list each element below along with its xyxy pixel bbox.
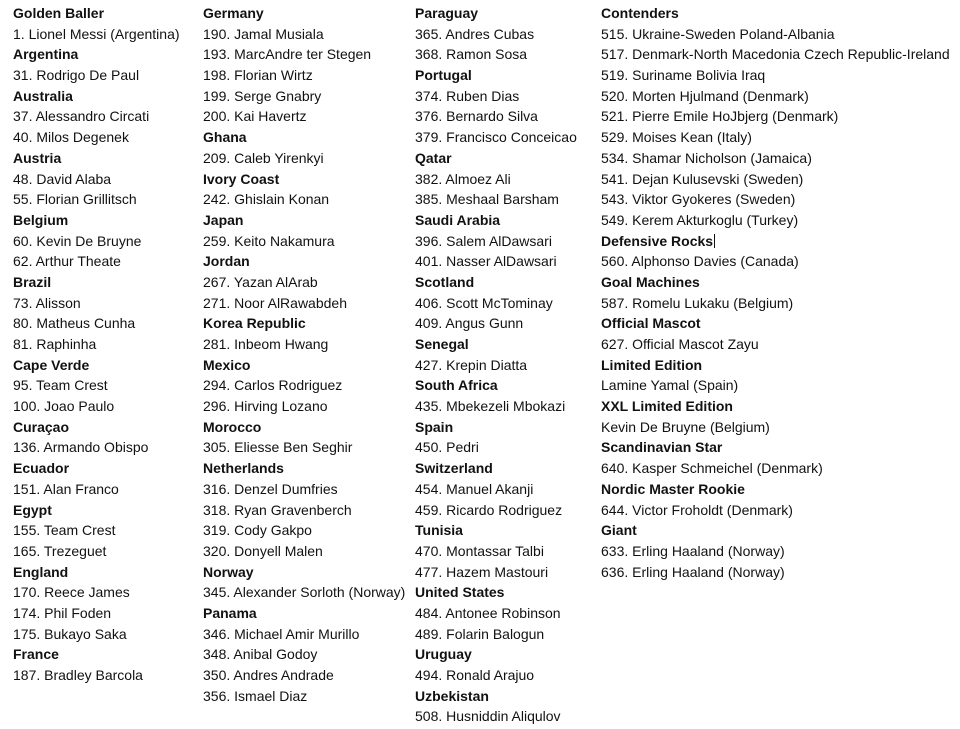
section-heading — [13, 86, 180, 107]
list-item — [415, 479, 577, 500]
item-text: 560. Alphonso Davies (Canada) — [601, 253, 799, 270]
list-item — [13, 396, 180, 417]
item-text: 406. Scott McTominay — [415, 294, 553, 311]
heading-text: Netherlands — [203, 460, 284, 477]
item-text: 520. Morten Hjulmand (Denmark) — [601, 87, 809, 104]
item-text: 374. Ruben Dias — [415, 87, 520, 104]
list-item — [601, 251, 950, 272]
list-item — [203, 644, 405, 665]
list-item — [601, 500, 950, 521]
item-text: 242. Ghislain Konan — [203, 191, 330, 208]
item-text: 427. Krepin Diatta — [415, 356, 528, 373]
list-item — [601, 148, 950, 169]
section-heading — [13, 355, 180, 376]
list-item — [203, 624, 405, 645]
section-heading — [415, 375, 577, 396]
heading-text: Austria — [13, 149, 62, 166]
list-item — [415, 624, 577, 645]
item-text: 356. Ismael Diaz — [203, 687, 308, 704]
section-heading — [415, 417, 577, 438]
section-heading — [601, 313, 950, 334]
heading-text: Norway — [203, 563, 254, 580]
heading-text: Germany — [203, 5, 264, 21]
list-item — [415, 603, 577, 624]
item-text: 521. Pierre Emile HoJbjerg (Denmark) — [601, 108, 839, 125]
item-text: 267. Yazan AlArab — [203, 273, 318, 290]
item-text: 316. Denzel Dumfries — [203, 480, 338, 497]
item-text: 136. Armando Obispo — [13, 439, 149, 456]
item-text: 396. Salem AlDawsari — [415, 232, 552, 249]
section-heading — [203, 355, 405, 376]
section-heading — [203, 127, 405, 148]
list-item — [13, 520, 180, 541]
item-text: 477. Hazem Mastouri — [415, 563, 549, 580]
heading-text: Ecuador — [13, 460, 70, 477]
heading-text: Tunisia — [415, 522, 463, 539]
item-text: 489. Folarin Balogun — [415, 625, 545, 642]
item-text: 271. Noor AlRawabdeh — [203, 294, 347, 311]
list-item — [13, 313, 180, 334]
heading-text: Curaçao — [13, 418, 70, 435]
item-text: 170. Reece James — [13, 584, 130, 601]
section-heading — [415, 210, 577, 231]
item-text: 165. Trezeguet — [13, 542, 107, 559]
item-text: 48. David Alaba — [13, 170, 112, 187]
item-text: 529. Moises Kean (Italy) — [601, 129, 752, 146]
heading-text: Qatar — [415, 149, 452, 166]
text-cursor — [714, 234, 715, 248]
item-text: 198. Florian Wirtz — [203, 67, 313, 84]
list-item — [601, 375, 950, 396]
list-item — [203, 293, 405, 314]
section-heading — [415, 520, 577, 541]
item-text: 100. Joao Paulo — [13, 398, 115, 415]
list-item — [415, 189, 577, 210]
list-item — [203, 106, 405, 127]
section-heading — [601, 272, 950, 293]
list-item — [13, 106, 180, 127]
item-text: 318. Ryan Gravenberch — [203, 501, 352, 518]
section-heading — [203, 169, 405, 190]
section-heading — [415, 272, 577, 293]
list-item — [601, 541, 950, 562]
list-item — [601, 417, 950, 438]
item-text: 636. Erling Haaland (Norway) — [601, 563, 785, 580]
list-item — [203, 44, 405, 65]
heading-text: Goal Machines — [601, 273, 700, 290]
list-item — [415, 24, 577, 45]
list-item — [415, 293, 577, 314]
list-item — [203, 231, 405, 252]
heading-text: Uzbekistan — [415, 687, 489, 704]
heading-text: Ivory Coast — [203, 170, 280, 187]
item-text: 633. Erling Haaland (Norway) — [601, 542, 785, 559]
item-text: 1. Lionel Messi (Argentina) — [13, 25, 180, 42]
list-item — [203, 334, 405, 355]
list-item — [415, 355, 577, 376]
heading-text: Golden Baller — [13, 5, 105, 21]
list-item — [601, 562, 950, 583]
heading-text: Senegal — [415, 336, 469, 352]
heading-text: XXL Limited Edition — [601, 398, 733, 415]
item-text: 175. Bukayo Saka — [13, 625, 127, 642]
item-text: 193. MarcAndre ter Stegen — [203, 46, 372, 63]
list-item — [13, 624, 180, 645]
item-text: 81. Raphinha — [13, 336, 97, 352]
section-heading — [13, 644, 180, 665]
list-item — [13, 65, 180, 86]
section-heading — [203, 603, 405, 624]
list-item — [415, 44, 577, 65]
item-text: 534. Shamar Nicholson (Jamaica) — [601, 149, 812, 166]
heading-text: France — [13, 646, 59, 663]
item-text: Lamine Yamal (Spain) — [601, 377, 739, 394]
section-heading — [601, 355, 950, 376]
list-item — [203, 665, 405, 686]
list-item — [13, 375, 180, 396]
list-item — [13, 231, 180, 252]
section-heading — [601, 396, 950, 417]
heading-text: Argentina — [13, 46, 79, 63]
list-item — [13, 437, 180, 458]
list-item — [13, 603, 180, 624]
section-heading — [13, 417, 180, 438]
list-item — [203, 437, 405, 458]
item-text: 200. Kai Havertz — [203, 108, 307, 125]
heading-text: Morocco — [203, 418, 262, 435]
list-item — [415, 706, 577, 727]
heading-text: Uruguay — [415, 646, 472, 663]
heading-text: Cape Verde — [13, 356, 90, 373]
list-item — [415, 396, 577, 417]
list-item — [415, 251, 577, 272]
section-heading — [415, 148, 577, 169]
list-item — [203, 24, 405, 45]
item-text: 73. Alisson — [13, 294, 81, 311]
item-text: Kevin De Bruyne (Belgium) — [601, 418, 770, 435]
list-item — [415, 127, 577, 148]
item-text: 80. Matheus Cunha — [13, 315, 136, 332]
item-text: 470. Montassar Talbi — [415, 542, 544, 559]
list-item — [601, 106, 950, 127]
list-item — [203, 396, 405, 417]
item-text: 174. Phil Foden — [13, 604, 112, 621]
item-text: 640. Kasper Schmeichel (Denmark) — [601, 460, 823, 477]
item-text: 454. Manuel Akanji — [415, 480, 534, 497]
item-text: 385. Meshaal Barsham — [415, 191, 559, 208]
item-text: 515. Ukraine-Sweden Poland-Albania — [601, 25, 835, 42]
item-text: 484. Antonee Robinson — [415, 604, 561, 621]
column-3 — [415, 3, 577, 727]
list-item — [203, 541, 405, 562]
column-4 — [601, 3, 950, 582]
section-heading — [415, 686, 577, 707]
column-2 — [203, 3, 405, 706]
list-item — [203, 189, 405, 210]
section-heading — [203, 210, 405, 231]
list-item — [203, 86, 405, 107]
list-item — [13, 582, 180, 603]
list-item — [601, 169, 950, 190]
heading-text: England — [13, 563, 69, 580]
list-item — [13, 541, 180, 562]
item-text: 627. Official Mascot Zayu — [601, 336, 759, 352]
list-item — [203, 272, 405, 293]
section-heading — [203, 417, 405, 438]
list-item — [203, 500, 405, 521]
section-heading — [13, 562, 180, 583]
section-heading — [601, 3, 950, 24]
item-text: 644. Victor Froholdt (Denmark) — [601, 501, 793, 518]
item-text: 459. Ricardo Rodriguez — [415, 501, 563, 518]
list-item — [415, 500, 577, 521]
section-heading — [203, 251, 405, 272]
list-item — [601, 86, 950, 107]
list-item — [601, 127, 950, 148]
list-item — [13, 293, 180, 314]
item-text: 62. Arthur Theate — [13, 253, 121, 270]
section-heading — [13, 458, 180, 479]
item-text: 37. Alessandro Circati — [13, 108, 150, 125]
list-item — [415, 562, 577, 583]
section-heading — [13, 210, 180, 231]
item-text: 368. Ramon Sosa — [415, 46, 528, 63]
list-item — [203, 582, 405, 603]
list-item — [203, 65, 405, 86]
list-item — [13, 127, 180, 148]
column-1 — [13, 3, 180, 686]
item-text: 199. Serge Gnabry — [203, 87, 322, 104]
list-item — [13, 479, 180, 500]
item-text: 376. Bernardo Silva — [415, 108, 538, 125]
item-text: 541. Dejan Kulusevski (Sweden) — [601, 170, 804, 187]
list-item — [203, 148, 405, 169]
list-item — [601, 293, 950, 314]
item-text: 209. Caleb Yirenkyi — [203, 149, 324, 166]
item-text: 508. Husniddin Aliqulov — [415, 708, 561, 725]
heading-text: Spain — [415, 418, 454, 435]
section-heading — [415, 334, 577, 355]
list-item — [601, 44, 950, 65]
list-item — [203, 479, 405, 500]
heading-text: Japan — [203, 211, 244, 228]
heading-text: Limited Edition — [601, 356, 703, 373]
item-text: 494. Ronald Arajuo — [415, 667, 535, 683]
item-text: 305. Eliesse Ben Seghir — [203, 439, 353, 456]
list-item — [13, 251, 180, 272]
list-item — [601, 210, 950, 231]
heading-text: Saudi Arabia — [415, 211, 501, 228]
item-text: 151. Alan Franco — [13, 480, 119, 497]
item-text: 190. Jamal Musiala — [203, 25, 324, 42]
item-text: 187. Bradley Barcola — [13, 667, 143, 683]
item-text: 409. Angus Gunn — [415, 315, 524, 332]
list-item — [415, 313, 577, 334]
section-heading — [415, 582, 577, 603]
item-text: 296. Hirving Lozano — [203, 398, 328, 415]
item-text: 401. Nasser AlDawsari — [415, 253, 557, 270]
item-text: 379. Francisco Conceicao — [415, 129, 577, 146]
item-text: 60. Kevin De Bruyne — [13, 232, 142, 249]
heading-text: Scotland — [415, 273, 475, 290]
list-item — [415, 437, 577, 458]
section-heading — [13, 500, 180, 521]
section-heading — [203, 313, 405, 334]
heading-text: Scandinavian Star — [601, 439, 723, 456]
heading-text: Mexico — [203, 356, 251, 373]
list-item — [13, 665, 180, 686]
item-text: 517. Denmark-North Macedonia Czech Republic-Ireland — [601, 46, 950, 63]
list-item — [13, 169, 180, 190]
item-text: 155. Team Crest — [13, 522, 116, 539]
heading-text: Nordic Master Rookie — [601, 480, 745, 497]
heading-text: Panama — [203, 604, 257, 621]
section-heading — [415, 458, 577, 479]
heading-text: Official Mascot — [601, 315, 701, 332]
heading-text: Belgium — [13, 211, 69, 228]
list-item — [415, 231, 577, 252]
list-item — [203, 520, 405, 541]
section-heading — [13, 148, 180, 169]
section-heading — [13, 3, 180, 24]
section-heading — [415, 644, 577, 665]
list-item — [203, 375, 405, 396]
section-heading — [13, 272, 180, 293]
item-text: 365. Andres Cubas — [415, 25, 535, 42]
item-text: 348. Anibal Godoy — [203, 646, 318, 663]
item-text: 40. Milos Degenek — [13, 129, 129, 146]
item-text: 55. Florian Grillitsch — [13, 191, 137, 208]
heading-text: Paraguay — [415, 5, 479, 21]
section-heading — [601, 437, 950, 458]
heading-text: Korea Republic — [203, 315, 306, 332]
list-item — [13, 334, 180, 355]
item-text: 31. Rodrigo De Paul — [13, 67, 140, 84]
heading-text: Switzerland — [415, 460, 493, 477]
heading-text: Ghana — [203, 129, 247, 146]
list-item — [415, 541, 577, 562]
heading-text: Contenders — [601, 5, 679, 21]
section-heading — [13, 44, 180, 65]
item-text: 435. Mbekezeli Mbokazi — [415, 398, 566, 415]
item-text: 543. Viktor Gyokeres (Sweden) — [601, 191, 796, 208]
item-text: 350. Andres Andrade — [203, 667, 334, 683]
list-item — [415, 665, 577, 686]
list-item — [13, 24, 180, 45]
item-text: 294. Carlos Rodriguez — [203, 377, 343, 394]
item-text: 345. Alexander Sorloth (Norway) — [203, 584, 406, 601]
item-text: 346. Michael Amir Murillo — [203, 625, 360, 642]
list-item — [13, 189, 180, 210]
section-heading — [415, 65, 577, 86]
heading-text: Egypt — [13, 501, 52, 518]
heading-text: Australia — [13, 87, 73, 104]
heading-text: South Africa — [415, 377, 498, 394]
item-text: 382. Almoez Ali — [415, 170, 511, 187]
section-heading — [601, 479, 950, 500]
heading-text: Giant — [601, 522, 637, 539]
item-text: 319. Cody Gakpo — [203, 522, 312, 539]
item-text: 259. Keito Nakamura — [203, 232, 335, 249]
item-text: 450. Pedri — [415, 439, 479, 456]
section-heading — [203, 458, 405, 479]
item-text: 320. Donyell Malen — [203, 542, 323, 559]
heading-text: Portugal — [415, 67, 472, 84]
item-text: 549. Kerem Akturkoglu (Turkey) — [601, 211, 799, 228]
section-heading — [601, 231, 950, 252]
list-item — [415, 86, 577, 107]
item-text: 95. Team Crest — [13, 377, 108, 394]
item-text: 587. Romelu Lukaku (Belgium) — [601, 294, 794, 311]
heading-text: Brazil — [13, 273, 52, 290]
heading-text: United States — [415, 584, 505, 601]
item-text: 281. Inbeom Hwang — [203, 336, 329, 352]
list-item — [601, 24, 950, 45]
list-item — [601, 65, 950, 86]
list-item — [601, 334, 950, 355]
list-item — [415, 169, 577, 190]
item-text: 519. Suriname Bolivia Iraq — [601, 67, 766, 84]
heading-text: Defensive Rocks — [601, 232, 714, 249]
list-item — [601, 189, 950, 210]
list-item — [415, 106, 577, 127]
heading-text: Jordan — [203, 253, 250, 270]
list-item — [601, 458, 950, 479]
section-heading — [203, 3, 405, 24]
section-heading — [601, 520, 950, 541]
section-heading — [415, 3, 577, 24]
list-item — [203, 686, 405, 707]
section-heading — [203, 562, 405, 583]
